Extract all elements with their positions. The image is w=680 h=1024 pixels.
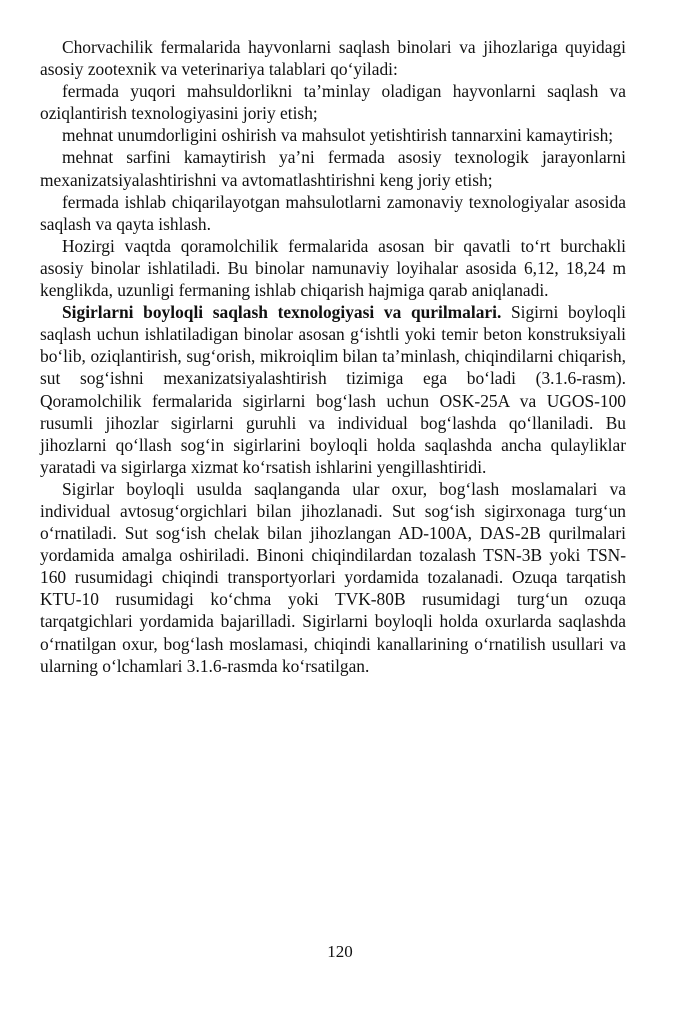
paragraph-list-item-2: mehnat unumdorligini oshirish va mahsulot yetishtirish tannarxini kamaytirish;	[62, 125, 614, 146]
page-text-body	[40, 36, 626, 677]
section-heading-body: Sigirni boyloqli saqlash uchun ishlatiladigan binolar asosan g‘ishtli yoki temir beton konstruksiyali bo‘lib, oziqlantirish, sug‘orish, mikroiqlim bilan ta’minlash, chiqindilarni chiqarish, sut sog‘ishni mexanizatsiyalashtirish tizimiga ega bo‘ladi (3.1.6-rasm). Qoramolchilik fermalarida sigirlarni bog‘lash uchun OSK-25A va UGOS-100 rusumli jihozlar sigirlarni guruhli va individual bog‘lashda qo‘llaniladi. Bu jihozlarni qo‘llash sog‘in sigirlarini boyloqli holda saqlashda ancha qulayliklar yaratadi va sigirlarga xizmat ko‘rsatish ishlarini yengillashtiridi.	[40, 302, 626, 477]
page-number: 120	[327, 942, 353, 961]
paragraph-section-heading	[40, 301, 626, 478]
paragraph-equipment: Sigirlar boyloqli usulda saqlanganda ular oxur, bog‘lash moslamalari va individual avtosug‘orgichlari bilan jihozlanadi. Sut sog‘ish sigirxonaga turg‘un o‘rnatiladi. Sut sog‘ish chelak bilan jihozlangan AD-100A, DAS-2B qurilmalari yordamida amalga oshiriladi. Binoni chiqindilardan tozalash TSN-3B yoki TSN-160 rusumidagi chiqindi transportyorlari yordamida tozalanadi. Ozuqa tarqatish KTU-10 rusumidagi ko‘chma yoki TVK-80B rusumidagi turg‘un ozuqa tarqatgichlari yordamida bajarilladi. Sigirlarni boyloqli holda oxurlarda saqlashda o‘rnatilgan oxur, bog‘lash moslamasi, chiqindi kanallarining o‘rnatilish usullari va ularning o‘lchamlari 3.1.6-rasmda ko‘rsatilgan.	[40, 478, 626, 676]
paragraph-intro: Chorvachilik fermalarida hayvonlarni saqlash binolari va jihozlariga quyidagi asosiy zootexnik va veterinariya talablari qo‘yiladi:	[40, 37, 626, 80]
paragraph-list-item-3: mehnat sarfini kamaytirish ya’ni fermada asosiy texnologik jarayonlarni mexanizatsiyalashtirishni va avtomatlashtirishni keng joriy etish;	[40, 147, 626, 190]
paragraph-list-item-1: fermada yuqori mahsuldorlikni ta’minlay oladigan hayvonlarni saqlash va oziqlantirish texnologiyasini joriy etish;	[40, 81, 626, 124]
paragraph-buildings: Hozirgi vaqtda qoramolchilik fermalarida asosan bir qavatli to‘rt burchakli asosiy binolar ishlatiladi. Bu binolar namunaviy loyihalar asosida 6,12, 18,24 m kenglikda, uzunligi fermaning ishlab chiqarish hajmiga qarab aniqlanadi.	[40, 235, 626, 301]
paragraph-list-item-4: fermada ishlab chiqarilayotgan mahsulotlarni zamonaviy texnologiyalar asosida saqlash va qayta ishlash.	[40, 191, 626, 234]
section-heading: Sigirlarni boyloqli saqlash texnologiyasi va qurilmalari.	[62, 302, 502, 323]
